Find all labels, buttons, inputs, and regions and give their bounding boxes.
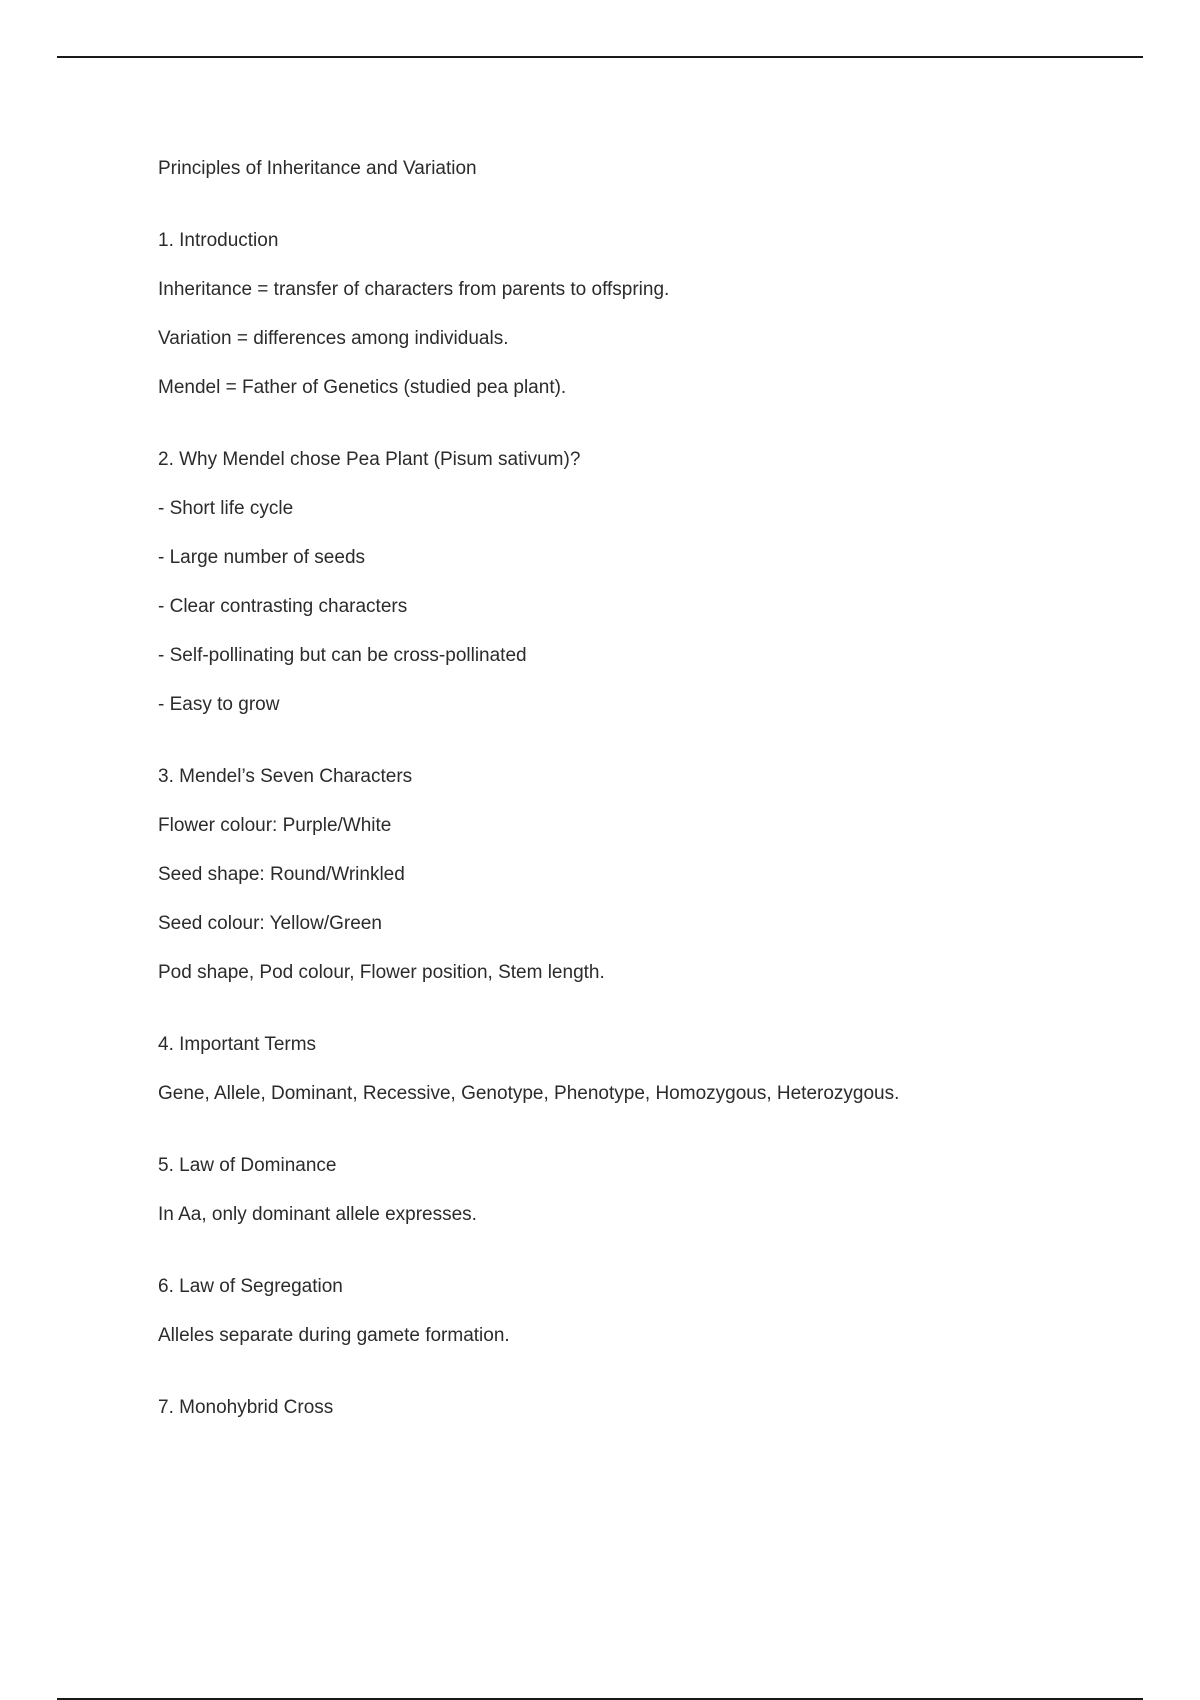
document-title: Principles of Inheritance and Variation (158, 158, 477, 179)
list-item: - Easy to grow (158, 694, 280, 715)
section-heading: 5. Law of Dominance (158, 1155, 337, 1176)
body-line: Alleles separate during gamete formation. (158, 1325, 510, 1346)
document-body (158, 158, 1058, 1446)
body-line: Mendel = Father of Genetics (studied pea plant). (158, 377, 567, 398)
section-heading: 6. Law of Segregation (158, 1276, 343, 1297)
body-line: Gene, Allele, Dominant, Recessive, Genotype, Phenotype, Homozygous, Heterozygous. (158, 1083, 900, 1104)
list-item: - Large number of seeds (158, 547, 366, 568)
body-line: Variation = differences among individuals. (158, 328, 509, 349)
section-law-of-dominance (158, 1155, 1058, 1226)
section-important-terms (158, 1034, 1058, 1105)
section-seven-characters (158, 766, 1058, 984)
list-item: - Short life cycle (158, 498, 294, 519)
body-line: Pod shape, Pod colour, Flower position, Stem length. (158, 962, 605, 983)
section-monohybrid-cross (158, 1397, 1058, 1419)
section-pea-plant (158, 449, 1058, 716)
section-heading: 2. Why Mendel chose Pea Plant (Pisum sativum)? (158, 449, 581, 470)
section-heading: 3. Mendel’s Seven Characters (158, 766, 413, 787)
body-line: Inheritance = transfer of characters from parents to offspring. (158, 279, 670, 300)
section-heading: 1. Introduction (158, 230, 279, 251)
body-line: Flower colour: Purple/White (158, 815, 392, 836)
body-line: Seed shape: Round/Wrinkled (158, 864, 405, 885)
section-heading: 7. Monohybrid Cross (158, 1397, 334, 1418)
section-law-of-segregation (158, 1276, 1058, 1347)
top-rule (57, 56, 1143, 58)
body-line: Seed colour: Yellow/Green (158, 913, 382, 934)
section-introduction (158, 230, 1058, 399)
body-line: In Aa, only dominant allele expresses. (158, 1204, 477, 1225)
list-item: - Clear contrasting characters (158, 596, 408, 617)
section-heading: 4. Important Terms (158, 1034, 317, 1055)
list-item: - Self-pollinating but can be cross-pollinated (158, 645, 527, 666)
